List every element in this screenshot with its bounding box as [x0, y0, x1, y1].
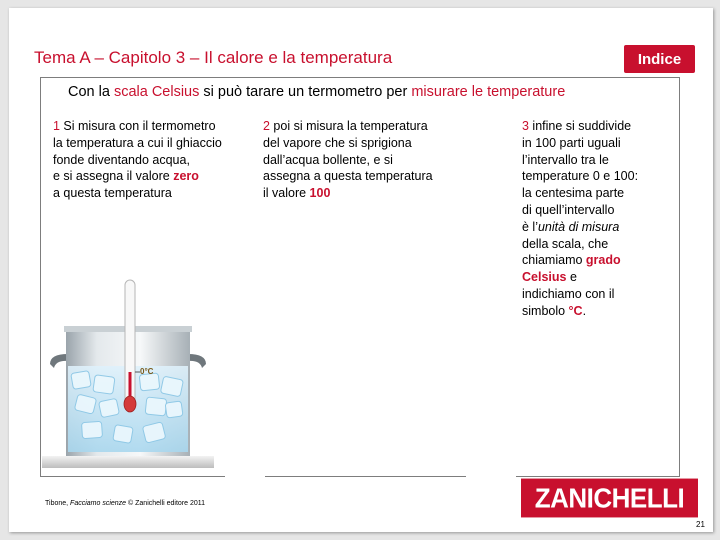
step-2-text	[263, 118, 473, 202]
subtitle-text-middle: si può tarare un termometro per	[199, 84, 412, 100]
slide-title: Tema A – Capitolo 3 – Il calore e la temperatura	[34, 48, 393, 67]
footer-credits	[45, 500, 205, 507]
step-3-symbol: °C	[568, 303, 583, 318]
step-1-line: la temperatura a cui il ghiaccio	[53, 135, 222, 150]
ice-pot-thermometer-illustration	[42, 276, 222, 476]
step-3-celsius: Celsius	[522, 270, 567, 285]
step-3-line: in 100 parti uguali	[522, 135, 621, 150]
step-2-line: assegna a questa temperatura	[263, 169, 433, 184]
step-3-text	[522, 118, 667, 320]
step-1-line: e si assegna il valore	[53, 169, 174, 184]
pot-handle-left	[50, 354, 68, 368]
frame-gap	[466, 471, 516, 479]
step-2-number: 2	[263, 119, 270, 133]
step-3-line: di quell’intervallo	[522, 202, 615, 217]
frame-gap	[225, 471, 265, 479]
step-3-line: l’intervallo tra le	[522, 152, 609, 167]
step-3-line: simbolo	[522, 303, 569, 318]
step-2-line: del vapore che si sprigiona	[263, 135, 412, 150]
index-button[interactable]: Indice	[624, 45, 695, 73]
thermometer-bulb	[124, 396, 136, 412]
subtitle-highlight-measure: misurare le temperature	[411, 84, 566, 100]
footer-author: Tibone,	[45, 500, 71, 507]
step-3-grado: grado	[585, 253, 621, 268]
step-1-line: a questa temperatura	[53, 186, 172, 201]
step-1-value-zero: zero	[173, 169, 199, 184]
step-2-line: dall’acqua bollente, e si	[263, 152, 393, 167]
step-3-line: la centesima parte	[522, 186, 625, 201]
step-3-line: chiamiamo	[522, 253, 586, 268]
step-3-line: è l’	[522, 219, 538, 234]
step-3-line: infine si suddivide	[528, 119, 632, 133]
stove-surface	[42, 456, 214, 468]
footer-book-title: Facciamo scienze	[70, 500, 127, 507]
zanichelli-logo: ZANICHELLI	[521, 479, 698, 518]
thermometer-zero-label: 0°C	[140, 367, 154, 376]
step-1-number: 1	[53, 119, 60, 133]
step-3-line: temperature 0 e 100:	[522, 169, 639, 184]
step-2-line: poi si misura la temperatura	[269, 119, 428, 133]
subtitle-highlight-celsius: scala Celsius	[113, 84, 200, 100]
slide-subtitle	[68, 84, 565, 100]
footer-publisher: © Zanichelli editore 2011	[126, 500, 206, 507]
step-3-line: .	[582, 303, 587, 318]
step-2-line: il valore	[263, 186, 310, 201]
subtitle-text-start: Con la	[68, 84, 114, 100]
step-2-value-100: 100	[309, 186, 331, 201]
step-3-unit-of-measure: unità di misura	[537, 219, 620, 234]
step-1-line: Si misura con il termometro	[59, 119, 216, 133]
step-3-line: indichiamo con il	[522, 286, 615, 301]
step-1-line: fonde diventando acqua,	[53, 152, 190, 167]
pot-handle-right	[188, 354, 206, 368]
step-3-number: 3	[522, 119, 529, 133]
step-1-text	[53, 118, 253, 202]
step-3-line: della scala, che	[522, 236, 609, 251]
page-number: 21	[696, 520, 705, 529]
step-3-line: e	[566, 270, 577, 285]
